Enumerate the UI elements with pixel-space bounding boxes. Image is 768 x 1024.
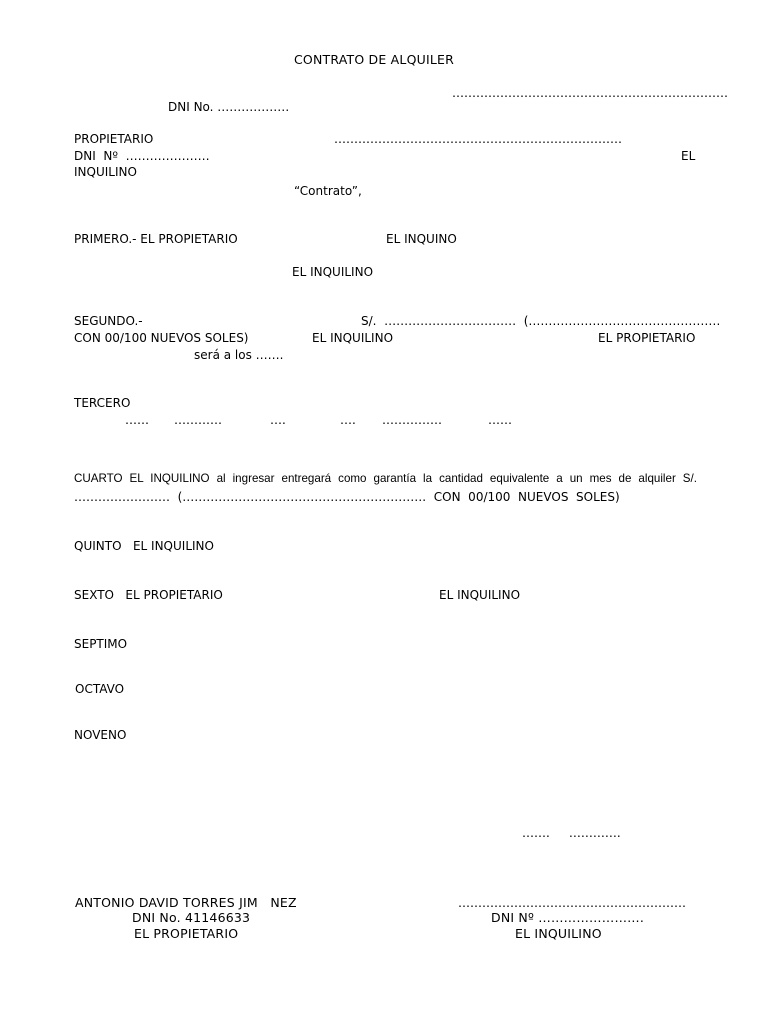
clause-cuarto-line1: CUARTO EL INQUILINO al ingresar entregará como garantía la cantidad equivalente a un mes de alquiler S/. [74, 472, 697, 485]
clause-segundo-sera: será a los ……. [194, 348, 284, 362]
clause-segundo-amount: S/. …………………………… (………………………………………… [361, 314, 721, 328]
document-title: CONTRATO DE ALQUILER [294, 52, 454, 67]
tenant-signature-dots: ………………………………………………… [458, 896, 686, 910]
tercero-dots: …… [125, 413, 149, 427]
el-label: EL [681, 149, 696, 163]
tenant-signature-role: EL INQUILINO [515, 926, 602, 941]
clause-segundo-inquilino: EL INQUILINO [312, 331, 394, 345]
clause-primero-inquino: EL INQUINO [386, 232, 457, 246]
tenant-label: INQUILINO [74, 165, 137, 179]
owner-label: PROPIETARIO [74, 132, 154, 146]
intro-dni: DNI No. ……………… [168, 100, 290, 114]
clause-segundo-soles: CON 00/100 NUEVOS SOLES) [74, 331, 249, 345]
clause-cuarto-line2: …………………… (……………………………………………………. CON 00/100 NUEVOS SOLES) [74, 490, 620, 504]
clause-primero-inquilino: EL INQUILINO [292, 265, 374, 279]
clause-octavo: OCTAVO [75, 682, 125, 696]
clause-septimo: SEPTIMO [74, 637, 128, 651]
owner-signature-dni: DNI No. 41146633 [132, 910, 251, 925]
owner-dots: ……………………………………………………………… [334, 132, 622, 146]
tercero-dots: …. [270, 413, 286, 427]
date-dots: ……. …………. [522, 826, 621, 840]
clause-sexto: SEXTO EL PROPIETARIO [74, 588, 223, 602]
clause-segundo: SEGUNDO.- [74, 314, 143, 328]
clause-sexto-inquilino: EL INQUILINO [439, 588, 521, 602]
tercero-dots: …. [340, 413, 356, 427]
clause-segundo-propietario: EL PROPIETARIO [598, 331, 696, 345]
owner-dni: DNI Nº ………………… [74, 149, 210, 163]
tenant-signature-dni: DNI Nº ……………………. [491, 910, 645, 925]
contract-label: “Contrato”, [294, 184, 362, 198]
intro-dots: …………………………………………………………… [452, 86, 728, 100]
tercero-dots: ………… [174, 413, 222, 427]
tercero-dots: …………… [382, 413, 442, 427]
clause-noveno: NOVENO [74, 728, 127, 742]
clause-tercero: TERCERO [74, 396, 131, 410]
clause-primero: PRIMERO.- EL PROPIETARIO [74, 232, 238, 246]
owner-signature-name: ANTONIO DAVID TORRES JIM NEZ [75, 895, 297, 910]
tercero-dots: …… [488, 413, 512, 427]
owner-signature-role: EL PROPIETARIO [134, 926, 239, 941]
clause-quinto: QUINTO EL INQUILINO [74, 539, 214, 553]
